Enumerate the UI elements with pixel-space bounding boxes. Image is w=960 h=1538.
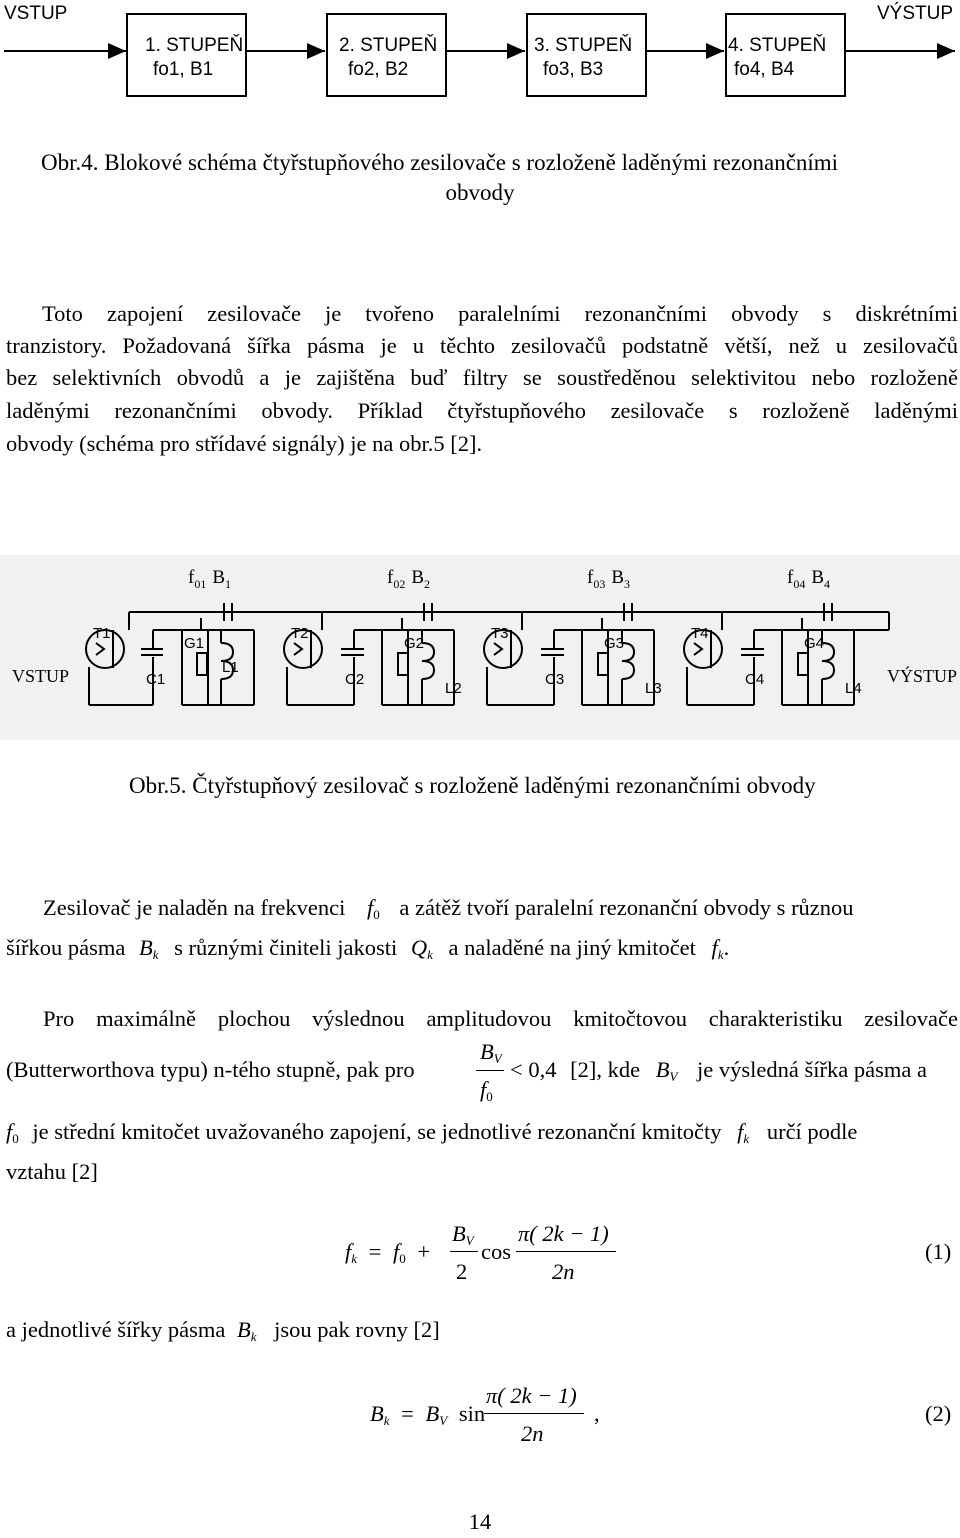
paragraph-4: a jednotlivé šířky pásma $B_k$ jsou pak rovny [2]	[6, 1317, 440, 1344]
svg-text:f04B4: $f_{04}$ $B_4$	[787, 567, 831, 591]
block-diagram	[0, 0, 960, 110]
block-output-label: VÝSTUP	[877, 3, 954, 24]
label-c1: C1	[146, 671, 166, 688]
stage-1-title: 1. STUPEŇ	[145, 35, 244, 56]
paragraph-1-line: obvody (schéma pro střídavé signály) je na obr.5 [2].	[6, 431, 483, 456]
svg-text:f01B1: $f_{01}$ $B_1$	[188, 567, 232, 591]
inline-fraction-den: $f_0$	[480, 1077, 493, 1104]
paragraph-3-line2: (Butterworthova typu) n-tého stupně, pak pro	[6, 1057, 415, 1082]
paragraph-1-line: Toto zapojení zesilovače je tvořeno paralelními rezonančními obvody s diskrétními	[42, 301, 958, 326]
label-l3: L3	[645, 680, 662, 697]
label-t2: T2	[291, 625, 309, 642]
stage-4-title: 4. STUPEŇ	[728, 35, 827, 56]
stage-1-params: fo1, B1	[153, 59, 214, 80]
stage-3-title: 3. STUPEŇ	[534, 35, 633, 56]
paragraph-3-line4: vztahu [2]	[6, 1159, 98, 1184]
block-input-label: VSTUP	[4, 3, 68, 24]
circuit-input-label: VSTUP	[12, 666, 70, 686]
paragraph-1-line: laděnými rezonančními obvody. Příklad čtyřstupňového zesilovače s rozloženě laděnými	[6, 398, 958, 423]
label-g1: G1	[184, 635, 205, 652]
label-t4: T4	[691, 625, 709, 642]
stage-4-params: fo4, B4	[734, 59, 795, 80]
paragraph-1-line: tranzistory. Požadovaná šířka pásma je u těchto zesilovačů podstatně větší, než u zesilovačů	[6, 333, 958, 358]
stage-block-2	[327, 14, 446, 96]
stage-2-params: fo2, B2	[348, 59, 409, 80]
stage-block-3	[527, 14, 646, 96]
svg-text:f02B2: $f_{02}$ $B_2$	[387, 567, 431, 591]
paragraph-1-line: bez selektivních obvodů a je zajištěna buď filtry se soustředěnou selektivitou nebo rozloženě	[6, 365, 958, 390]
equation-1-number: (1)	[925, 1239, 952, 1264]
label-c2: C2	[345, 671, 365, 688]
label-t1: T1	[93, 625, 111, 642]
stage-block-4	[726, 14, 845, 96]
label-g3: G3	[604, 635, 625, 652]
page-number: 14	[468, 1509, 492, 1534]
circuit-schematic	[0, 555, 960, 745]
label-c4: C4	[745, 671, 765, 688]
fig4-caption-line1: Obr.4. Blokové schéma čtyřstupňového zesilovače s rozloženě laděnými rezonančními	[41, 150, 839, 175]
label-c3: C3	[545, 671, 565, 688]
fig5-caption: Obr.5. Čtyřstupňový zesilovač s rozloženě laděnými rezonančními obvody	[129, 773, 816, 798]
circuit-output-label: VÝSTUP	[887, 666, 958, 686]
fig4-caption-line2: obvody	[445, 180, 515, 205]
stage-3-params: fo3, B3	[543, 59, 604, 80]
stage-2-title: 2. STUPEŇ	[339, 35, 438, 56]
label-l2: L2	[445, 680, 462, 697]
equation-2-number: (2)	[925, 1401, 952, 1426]
label-g2: G2	[404, 635, 425, 652]
paragraph-3-line3: $f_0$ je střední kmitočet uvažovaného zapojení, se jednotlivé rezonanční kmitočty $f_k$ určí podle	[6, 1119, 858, 1146]
label-l1: L1	[222, 659, 239, 676]
inline-fraction-num: $B_V$	[480, 1039, 502, 1066]
label-g4: G4	[804, 635, 825, 652]
paragraph-3-line2-rest: < 0,4 [2], kde $B_V$ je výsledná šířka pásma a	[510, 1057, 927, 1084]
paragraph-2-line1: Zesilovač je naladěn na frekvenci $f_0$ a zátěž tvoří paralelní rezonanční obvody s různou	[43, 895, 854, 922]
paragraph-2-line2: šířkou pásma $B_k$ s různými činiteli jakosti $Q_k$ a naladěné na jiný kmitočet $f_k$.	[6, 935, 730, 962]
label-l4: L4	[845, 680, 862, 697]
svg-text:f03B3: $f_{03}$ $B_3$	[587, 567, 631, 591]
inline-fraction-bar	[476, 1070, 504, 1071]
paragraph-3-line1: Pro maximálně plochou výslednou amplitudovou kmitočtovou charakteristiku zesilovače	[43, 1006, 958, 1031]
label-t3: T3	[491, 625, 509, 642]
stage-block-1	[127, 14, 246, 96]
